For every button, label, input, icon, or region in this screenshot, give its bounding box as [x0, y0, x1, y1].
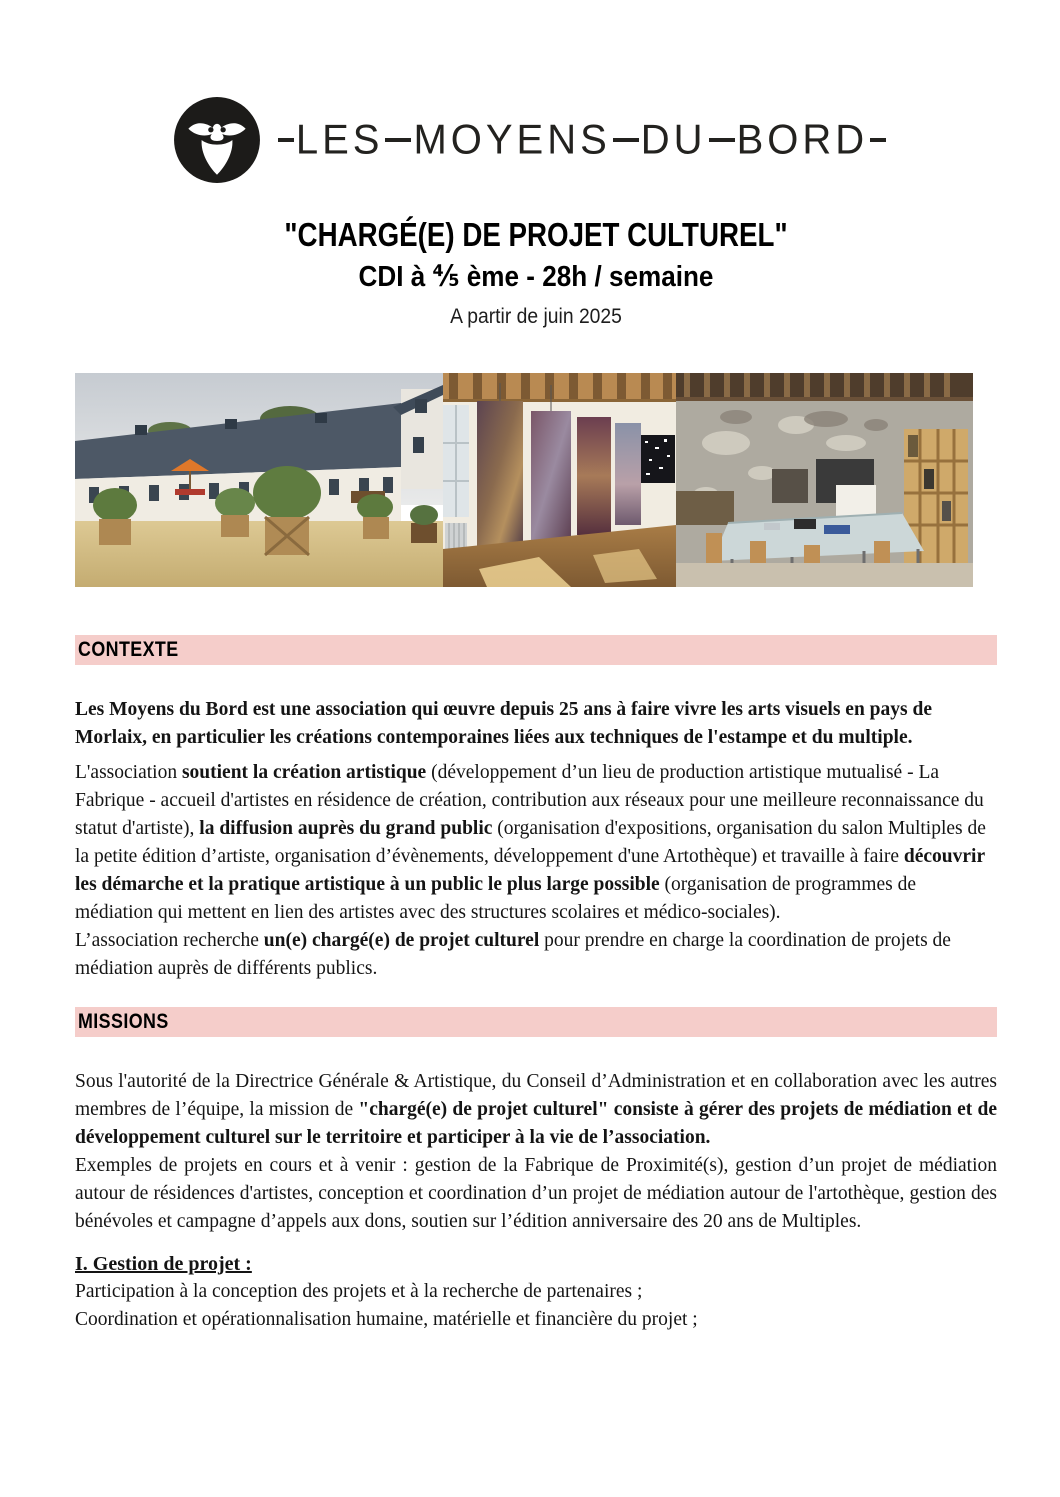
section-missions — [75, 1007, 997, 1334]
text-run: Les Moyens du Bord est une association qui œuvre depuis 25 ans à faire vivre les arts visuels en pays de Morlaix, en particulier les créations contemporaines liées aux techniques de l'estampe et du multiple. — [75, 699, 932, 748]
photo-gallery — [443, 373, 676, 587]
section-contexte — [75, 635, 997, 983]
paragraph-intro — [75, 696, 997, 752]
text-run: un(e) chargé(e) de projet culturel — [263, 930, 540, 951]
text-run: soutient la création artistique — [181, 762, 427, 783]
brand-wordmark — [276, 118, 888, 163]
contract-subtitle: CDI à ⅘ ème - 28h / semaine — [358, 261, 714, 293]
wordmark-word: LES — [295, 116, 384, 163]
paragraph-activities — [75, 759, 997, 927]
text-run: (organisation d'expositions, organisation du salon Multiples de la petite édition d’artiste, organisation d’évènements, développement d'une Artothèque) et travaille à faire — [75, 818, 986, 867]
wordmark-dash — [613, 138, 639, 142]
photo-row — [75, 373, 997, 587]
paragraph-exemples — [75, 1152, 997, 1236]
wordmark-word: MOYENS — [413, 116, 611, 163]
wordmark-word: BORD — [736, 116, 869, 163]
task-line: Participation à la conception des projets et à la recherche de partenaires ; — [75, 1281, 643, 1302]
section-heading-label: MISSIONS — [78, 1010, 169, 1033]
wordmark-dash — [870, 138, 886, 142]
wordmark-word: DU — [640, 116, 707, 163]
text-run: "chargé(e) de projet culturel" consiste à gérer des projets de médiation et de développement culturel sur le territoire et participer à la vie de l’association. — [75, 1099, 997, 1148]
section-heading-missions — [75, 1007, 997, 1037]
text-run: Exemples de projets en cours et à venir : gestion de la Fabrique de Proximité(s), gestion d’un projet de médiation autour de résidences d'artistes, conception et coordination d’un projet de médiation autour de l'artothèque, gestion des bénévoles et campagne d’appels aux dons, soutien sur l’édition anniversaire des 20 ans de Multiples. — [75, 1155, 997, 1232]
section-heading-contexte — [75, 635, 997, 665]
text-run: L'association — [75, 762, 182, 783]
text-run: découvrir les démarche et la pratique artistique à un public le plus large possible — [75, 846, 985, 895]
text-run: pour prendre en charge la coordination de projets de médiation auprès de différents publics. — [75, 930, 951, 979]
text-run: Sous l'autorité de la Directrice Générale & Artistique, du Conseil d’Administration et en collaboration avec les autres membres de l’équipe, la mission de — [75, 1071, 997, 1120]
start-date: A partir de juin 2025 — [450, 305, 622, 328]
wordmark-dash — [385, 138, 411, 142]
text-run: la diffusion auprès du grand public — [199, 818, 493, 839]
photo-courtyard — [75, 373, 443, 587]
subsection-gestion-projet: I. Gestion de projet : — [75, 1253, 252, 1275]
job-title: "CHARGÉ(E) DE PROJET CULTUREL" — [284, 216, 788, 253]
text-run: (développement d’un lieu de production artistique mutualisé - La Fabrique - accueil d'artistes en résidence de création, contribution aux réseaux pour une meilleure reconnaissance du statut d'artiste), — [75, 762, 984, 839]
wordmark-dash — [278, 138, 294, 142]
task-line: Coordination et opérationnalisation humaine, matérielle et financière du projet ; — [75, 1309, 698, 1330]
paragraph-mission — [75, 1068, 997, 1152]
owl-badge-icon — [172, 95, 262, 185]
photo-workshop — [676, 373, 973, 587]
text-run: (organisation de programmes de médiation qui mettent en lien des artistes avec des structures scolaires et médico-sociales). — [75, 874, 916, 923]
paragraph-recherche — [75, 927, 997, 983]
section-heading-label: CONTEXTE — [78, 638, 179, 661]
text-run: L’association recherche — [75, 930, 264, 951]
wordmark-dash — [709, 138, 735, 142]
logo-header — [0, 0, 1060, 185]
